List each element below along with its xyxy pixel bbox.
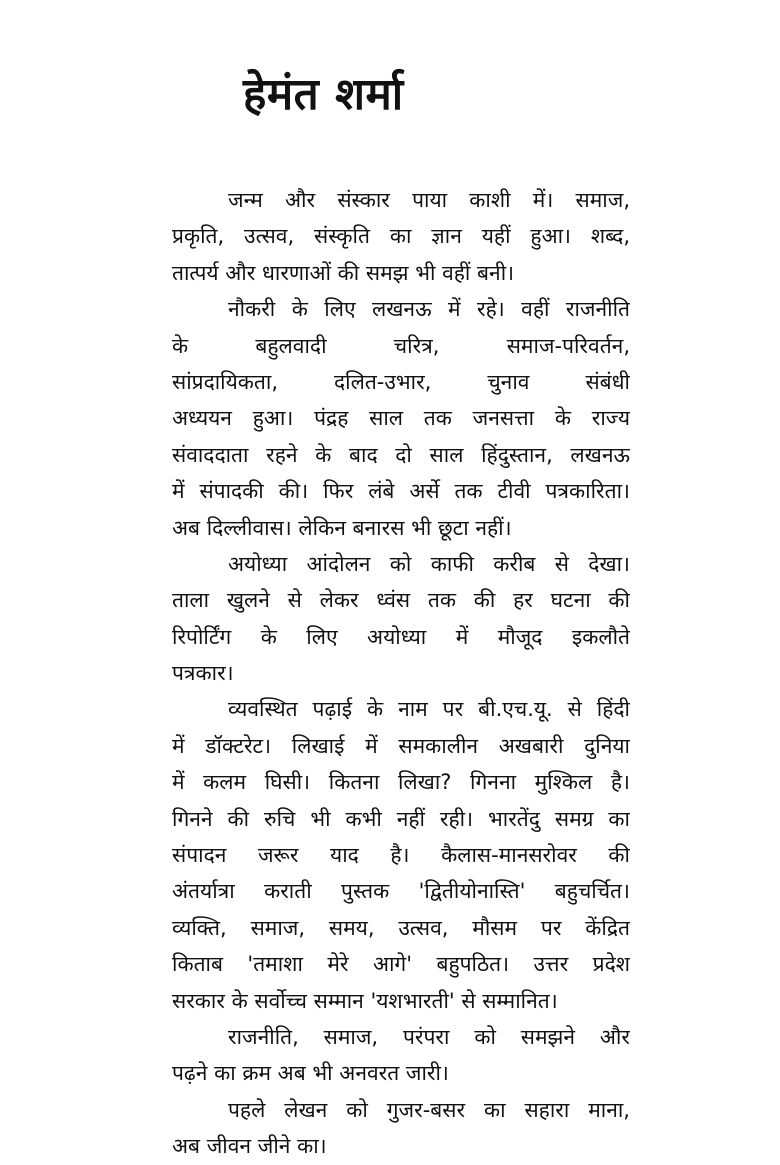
bio-paragraph-closing <box>172 1092 630 1165</box>
bio-paragraph-education <box>172 691 630 1019</box>
text-line: पहले लेखन को गुजर-बसर का सहारा माना, <box>228 1097 630 1122</box>
text-line: व्यक्ति, समाज, समय, उत्सव, मौसम पर केंद्रित <box>172 915 630 940</box>
text-line: के बहुलवादी चरित्र, समाज-परिवर्तन, <box>172 333 630 358</box>
text-line: गिनने की रुचि भी कभी नहीं रही। भारतेंदु समग्र का <box>172 806 630 831</box>
author-bio <box>172 182 630 1165</box>
text-line: पत्रकार। <box>172 661 234 686</box>
text-line: व्यवस्थित पढ़ाई के नाम पर बी.एच.यू. से हिंदी <box>228 697 630 722</box>
text-line: अंतर्यात्रा कराती पुस्तक 'द्वितीयोनास्ति' बहुचर्चित। <box>172 879 630 904</box>
bio-paragraph-career <box>172 291 630 546</box>
text-line: जन्म और संस्कार पाया काशी में। समाज, <box>228 188 630 212</box>
bio-paragraph-birth <box>172 182 630 291</box>
text-line: सरकार के सर्वोच्च सम्मान 'यशभारती' से सम्मानित। <box>172 988 558 1013</box>
text-line: अयोध्या आंदोलन को काफी करीब से देखा। <box>228 551 630 576</box>
text-line: संपादन जरूर याद है। कैलास-मानसरोवर की <box>172 843 630 868</box>
bio-paragraph-ayodhya <box>172 546 630 692</box>
text-line: किताब 'तमाशा मेरे आगे' बहुपठित। उत्तर प्रदेश <box>172 952 630 977</box>
text-line: में डॉक्टरेट। लिखाई में समकालीन अखबारी दुनिया <box>172 733 630 758</box>
text-line: अब जीवन जीने का। <box>172 1134 327 1159</box>
text-line: नौकरी के लिए लखनऊ में रहे। वहीं राजनीति <box>228 297 630 322</box>
text-line: में कलम घिसी। कितना लिखा? गिनना मुश्किल है। <box>172 770 630 795</box>
text-line: अब दिल्लीवास। लेकिन बनारस भी छूटा नहीं। <box>172 515 512 540</box>
text-line: ताला खुलने से लेकर ध्वंस तक की हर घटना की <box>172 588 630 613</box>
text-line: में संपादकी की। फिर लंबे अर्से तक टीवी पत्रकारिता। <box>172 479 630 504</box>
text-line: सांप्रदायिकता, दलित-उभार, चुनाव संबंधी <box>172 369 630 394</box>
text-line: पढ़ने का क्रम अब भी अनवरत जारी। <box>172 1061 449 1086</box>
text-line: राजनीति, समाज, परंपरा को समझने और <box>228 1024 630 1049</box>
text-line: संवाददाता रहने के बाद दो साल हिंदुस्तान, लखनऊ <box>172 442 630 467</box>
text-line: अध्ययन हुआ। पंद्रह साल तक जनसत्ता के राज्य <box>172 406 630 431</box>
text-line: तात्पर्य और धारणाओं की समझ भी वहीं बनी। <box>172 260 515 285</box>
author-name-heading: हेमंत शर्मा <box>243 69 404 121</box>
bio-paragraph-continuing <box>172 1019 630 1092</box>
text-line: प्रकृति, उत्सव, संस्कृति का ज्ञान यहीं हुआ। शब्द, <box>172 224 630 249</box>
text-line: रिपोर्टिंग के लिए अयोध्या में मौजूद इकलौते <box>172 624 630 649</box>
